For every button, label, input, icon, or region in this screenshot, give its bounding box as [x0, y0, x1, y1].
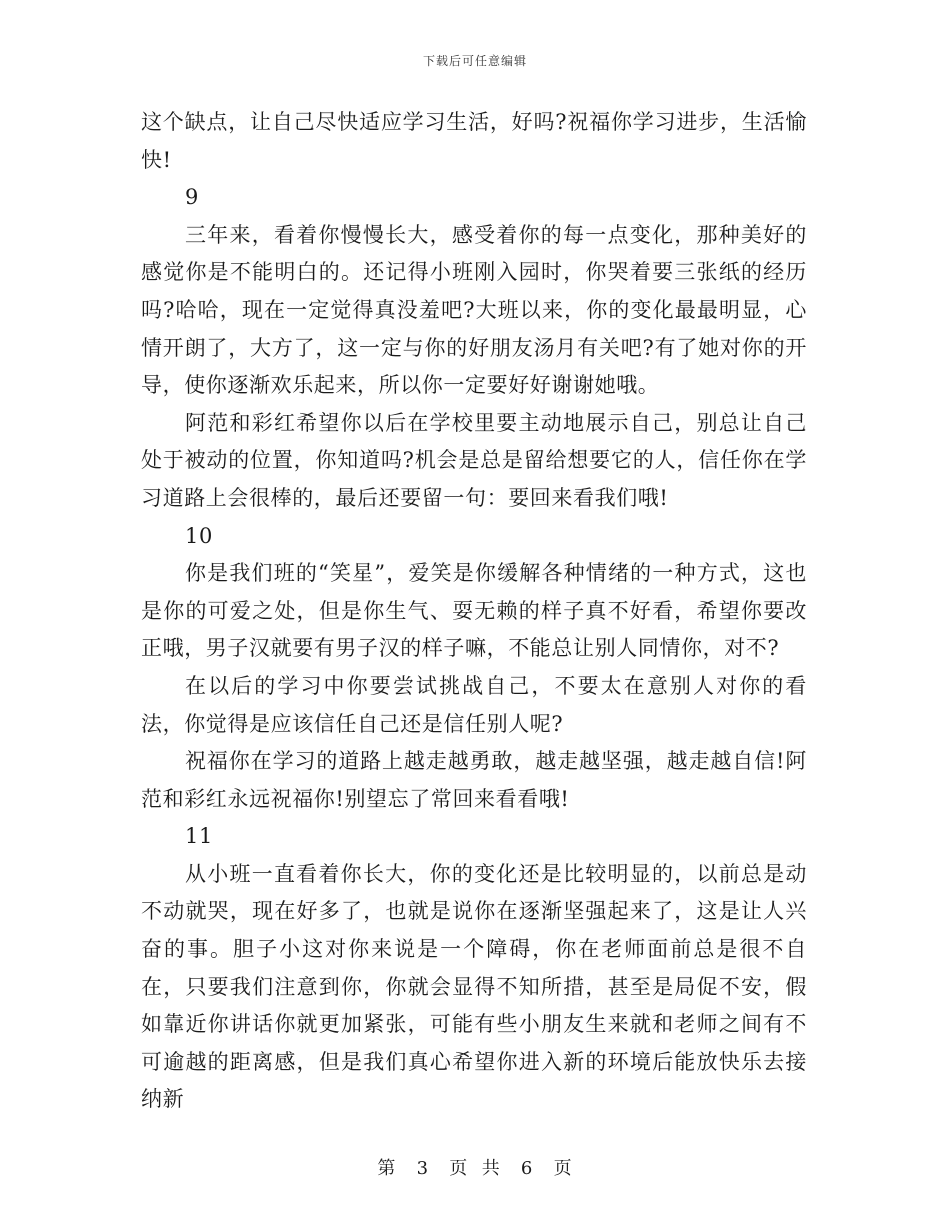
section-number: 10 — [185, 523, 213, 548]
total-page-number: 6 — [520, 1158, 534, 1179]
footer-mid: 页 共 — [449, 1158, 501, 1179]
paragraph: 从小班一直看着你长大，你的变化还是比较明显的，以前总是动不动就哭，现在好多了，也就是说你在逐渐坚强起来了，这是让人兴奋的事。胆子小这对你来说是一个障碍，你在老师面前总是很不自在，只要我们注意到你，你就会显得不知所措，甚至是局促不安，假如靠近你讲话你就更加紧张，可能有些小朋友生来就和老师之间有不可逾越的距离感，但是我们真心希望你进入新的环境后能放快乐去接纳新 — [141, 861, 807, 1112]
paragraph: 你是我们班的“笑星”，爱笑是你缓解各种情绪的一种方式，这也是你的可爱之处，但是你生气、耍无赖的样子真不好看，希望你要改正哦，男子汉就要有男子汉的样子嘛，不能总让别人同情你，对不? — [141, 561, 807, 661]
paragraph: 这个缺点，让自己尽快适应学习生活，好吗?祝福你学习进步，生活愉快! — [141, 110, 807, 172]
section-number: 11 — [185, 824, 213, 849]
paragraph: 祝福你在学习的道路上越走越勇敢，越走越坚强，越走越自信!阿范和彩红永远祝福你!别望忘了常回来看看哦! — [141, 749, 807, 811]
paragraph: 在以后的学习中你要尝试挑战自己，不要太在意别人对你的看法，你觉得是应该信任自己还是信任别人呢? — [141, 673, 807, 736]
document-body — [141, 104, 807, 1119]
current-page-number: 3 — [416, 1158, 430, 1179]
page-header: 下载后可任意编辑 — [422, 54, 527, 68]
section-number: 9 — [185, 185, 199, 210]
page-footer — [0, 1154, 950, 1180]
footer-prefix: 第 — [377, 1158, 397, 1179]
paragraph: 三年来，看着你慢慢长大，感受着你的每一点变化，那种美好的感觉你是不能明白的。还记得小班刚入园时，你哭着要三张纸的经历吗?哈哈，现在一定觉得真没羞吧?大班以来，你的变化最最明显，心情开朗了，大方了，这一定与你的好朋友汤月有关吧?有了她对你的开导，使你逐渐欢乐起来，所以你一定要好好谢谢她哦。 — [141, 222, 807, 398]
footer-suffix: 页 — [553, 1158, 573, 1179]
paragraph: 阿范和彩红希望你以后在学校里要主动地展示自己，别总让自己处于被动的位置，你知道吗?机会是总是留给想要它的人，信任你在学习道路上会很棒的，最后还要留一句：要回来看我们哦! — [141, 410, 807, 510]
